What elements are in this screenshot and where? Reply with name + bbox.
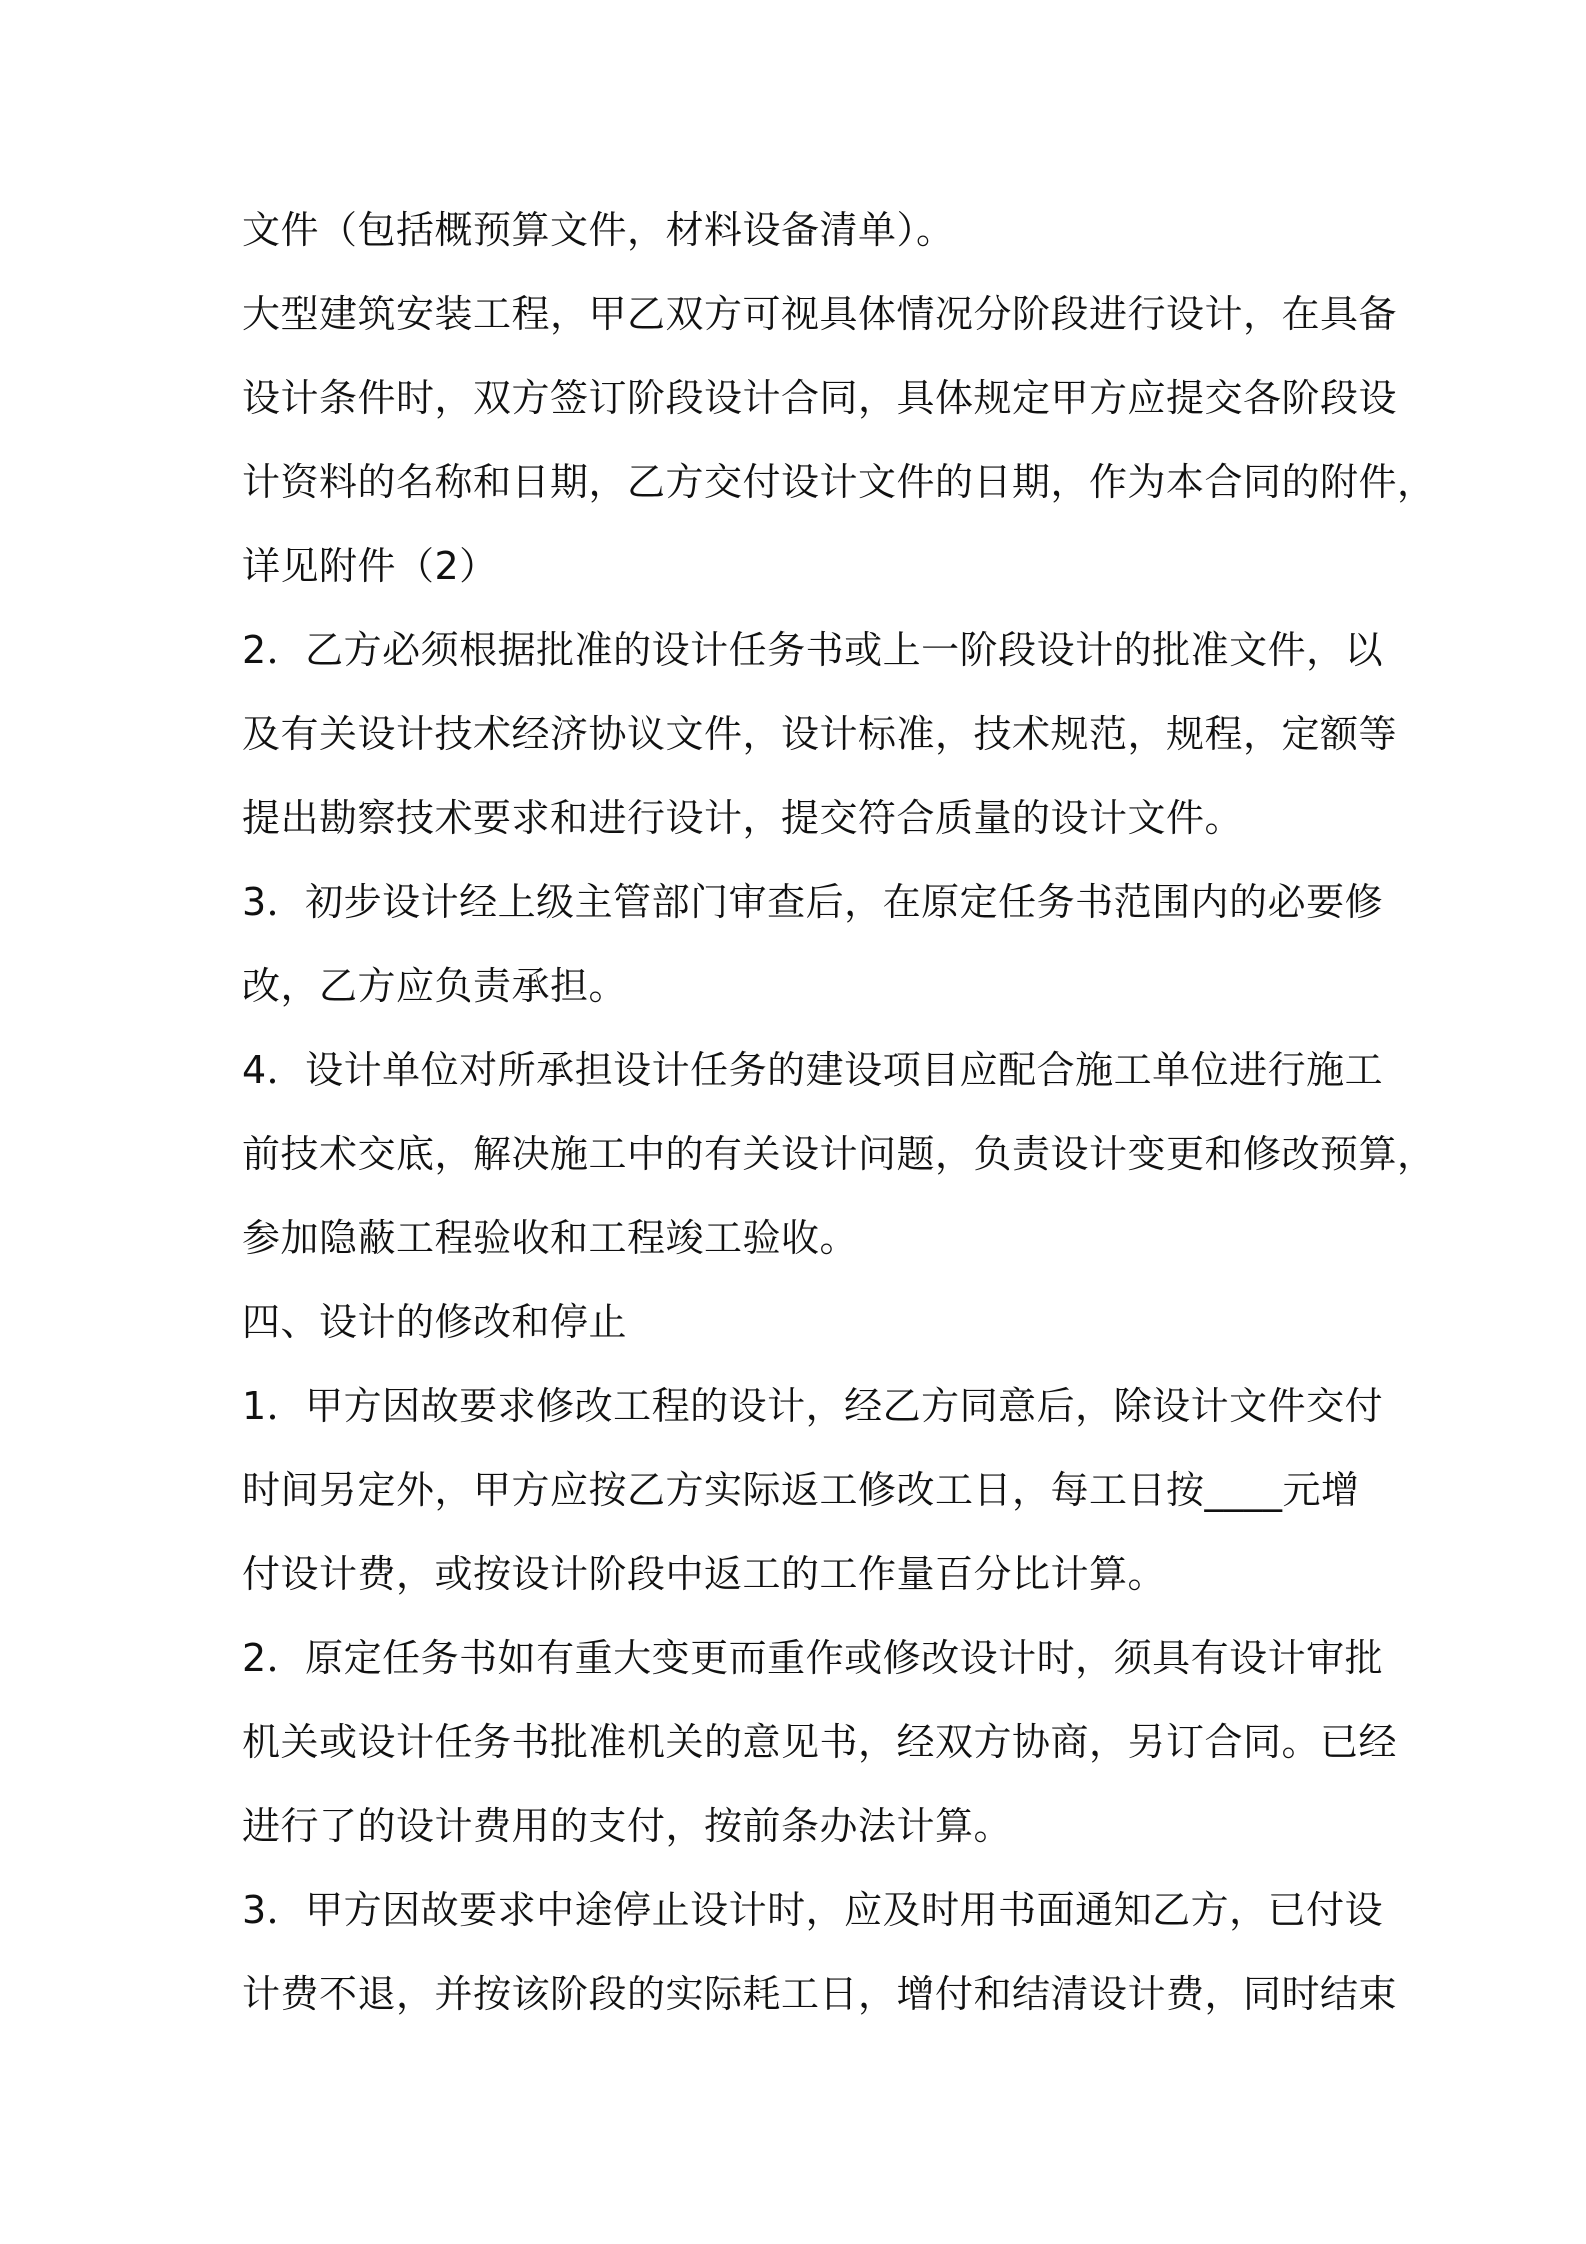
text-line: 参加隐蔽工程验收和工程竣工验收。: [242, 1216, 859, 1260]
text-line: 文件（包括概预算文件，材料设备清单）。: [242, 208, 955, 252]
text-line: 3．甲方因故要求中途停止设计时，应及时用书面通知乙方，已付设: [242, 1888, 1384, 1932]
text-line: 及有关设计技术经济协议文件，设计标准，技术规范，规程，定额等: [242, 712, 1398, 756]
section-heading: 四、设计的修改和停止: [242, 1300, 628, 1344]
text-line: 计费不退，并按该阶段的实际耗工日，增付和结清设计费，同时结束: [242, 1972, 1398, 2016]
text-line: 机关或设计任务书批准机关的意见书，经双方协商，另订合同。已经: [242, 1720, 1398, 1764]
text-line: 大型建筑安装工程，甲乙双方可视具体情况分阶段进行设计，在具备: [242, 292, 1398, 336]
text-line: 改，乙方应负责承担。: [242, 964, 628, 1008]
text-line: 付设计费，或按设计阶段中返工的工作量百分比计算。: [242, 1552, 1167, 1596]
text-line: 计资料的名称和日期，乙方交付设计文件的日期，作为本合同的附件，: [242, 460, 1436, 504]
text-line: 1．甲方因故要求修改工程的设计，经乙方同意后，除设计文件交付: [242, 1384, 1384, 1428]
text-line: 2．乙方必须根据批准的设计任务书或上一阶段设计的批准文件，以: [242, 628, 1384, 672]
text-line: 进行了的设计费用的支付，按前条办法计算。: [242, 1804, 1013, 1848]
text-line: 2．原定任务书如有重大变更而重作或修改设计时，须具有设计审批: [242, 1636, 1384, 1680]
text-line: 详见附件（2）: [242, 544, 498, 588]
text-line: 时间另定外，甲方应按乙方实际返工修改工日，每工日按____元增: [242, 1468, 1360, 1512]
text-line: 3．初步设计经上级主管部门审查后，在原定任务书范围内的必要修: [242, 880, 1384, 924]
text-line: 前技术交底，解决施工中的有关设计问题，负责设计变更和修改预算，: [242, 1132, 1436, 1176]
text-line: 设计条件时，双方签订阶段设计合同，具体规定甲方应提交各阶段设: [242, 376, 1398, 420]
text-line: 4．设计单位对所承担设计任务的建设项目应配合施工单位进行施工: [242, 1048, 1384, 1092]
text-line: 提出勘察技术要求和进行设计，提交符合质量的设计文件。: [242, 796, 1244, 840]
